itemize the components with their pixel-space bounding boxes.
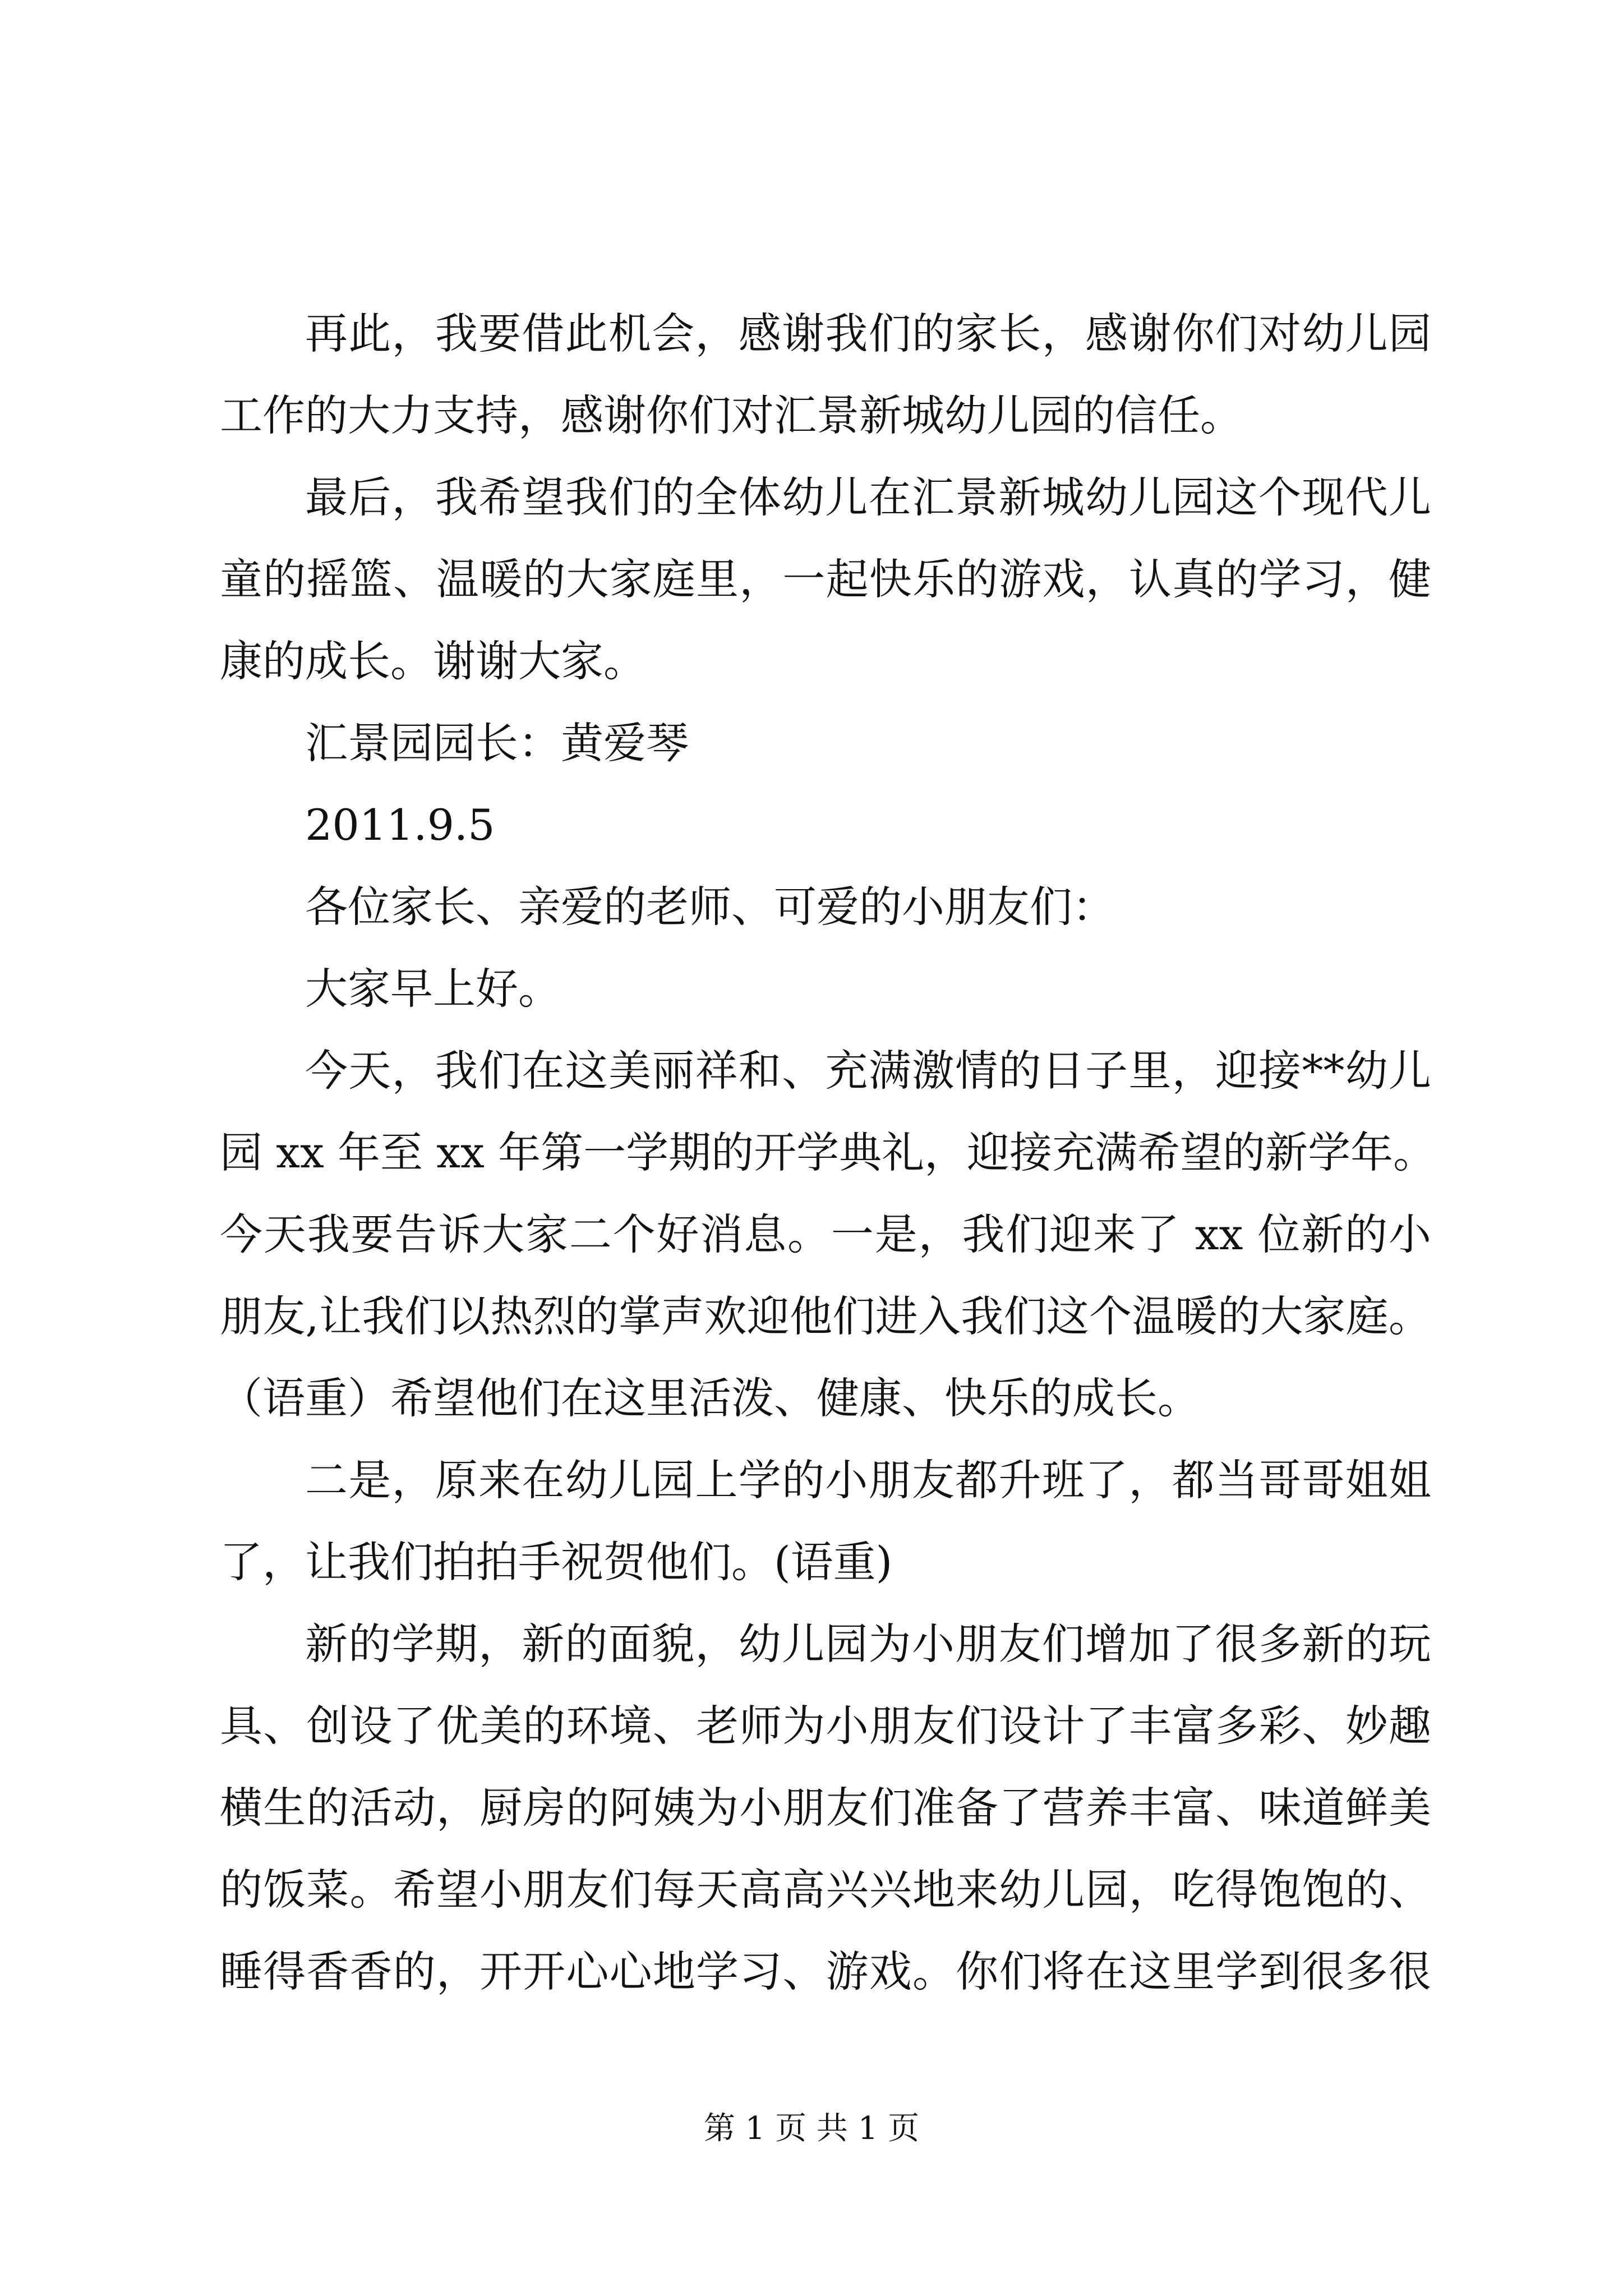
text-line: 二是，原来在幼儿园上学的小朋友都升班了，都当哥哥姐姐 [305, 1455, 1431, 1505]
text-line: 今天，我们在这美丽祥和、充满激情的日子里，迎接**幼儿 [305, 1046, 1431, 1096]
text-line: （语重）希望他们在这里活泼、健康、快乐的成长。 [220, 1373, 1200, 1423]
text-line: 的饭菜。希望小朋友们每天高高兴兴地来幼儿园，吃得饱饱的、 [220, 1865, 1431, 1915]
text-line: 横生的活动，厨房的阿姨为小朋友们准备了营养丰富、味道鲜美 [220, 1783, 1431, 1833]
text-line: 最后，我希望我们的全体幼儿在汇景新城幼儿园这个现代儿 [305, 472, 1431, 522]
text-line: 具、创设了优美的环境、老师为小朋友们设计了丰富多彩、妙趣 [220, 1701, 1431, 1751]
text-line: 睡得香香的，开开心心地学习、游戏。你们将在这里学到很多很 [220, 1947, 1431, 1996]
text-line: 各位家长、亲爱的老师、可爱的小朋友们： [305, 882, 1115, 932]
text-line: 康的成长。谢谢大家。 [220, 636, 646, 686]
text-line: 今天我要告诉大家二个好消息。一是，我们迎来了 xx 位新的小 [220, 1209, 1431, 1259]
text-line: 工作的大力支持，感谢你们对汇景新城幼儿园的信任。 [220, 390, 1243, 440]
page-footer: 第 1 页 共 1 页 [703, 2110, 920, 2147]
text-line: 大家早上好。 [305, 964, 561, 1014]
text-line: 童的摇篮、温暖的大家庭里，一起快乐的游戏，认真的学习，健 [220, 554, 1431, 604]
text-line: 2011.9.5 [305, 800, 495, 850]
text-line: 汇景园园长：黄爱琴 [305, 718, 689, 768]
text-line: 新的学期，新的面貌，幼儿园为小朋友们增加了很多新的玩 [305, 1619, 1431, 1669]
document-body [220, 293, 1436, 2013]
text-line: 园 xx 年至 xx 年第一学期的开学典礼，迎接充满希望的新学年。 [220, 1128, 1436, 1177]
text-line: 朋友,让我们以热烈的掌声欢迎他们进入我们这个温暖的大家庭。 [220, 1291, 1431, 1341]
text-line: 再此，我要借此机会，感谢我们的家长，感谢你们对幼儿园 [305, 309, 1431, 358]
text-line: 了，让我们拍拍手祝贺他们。(语重) [220, 1537, 893, 1587]
